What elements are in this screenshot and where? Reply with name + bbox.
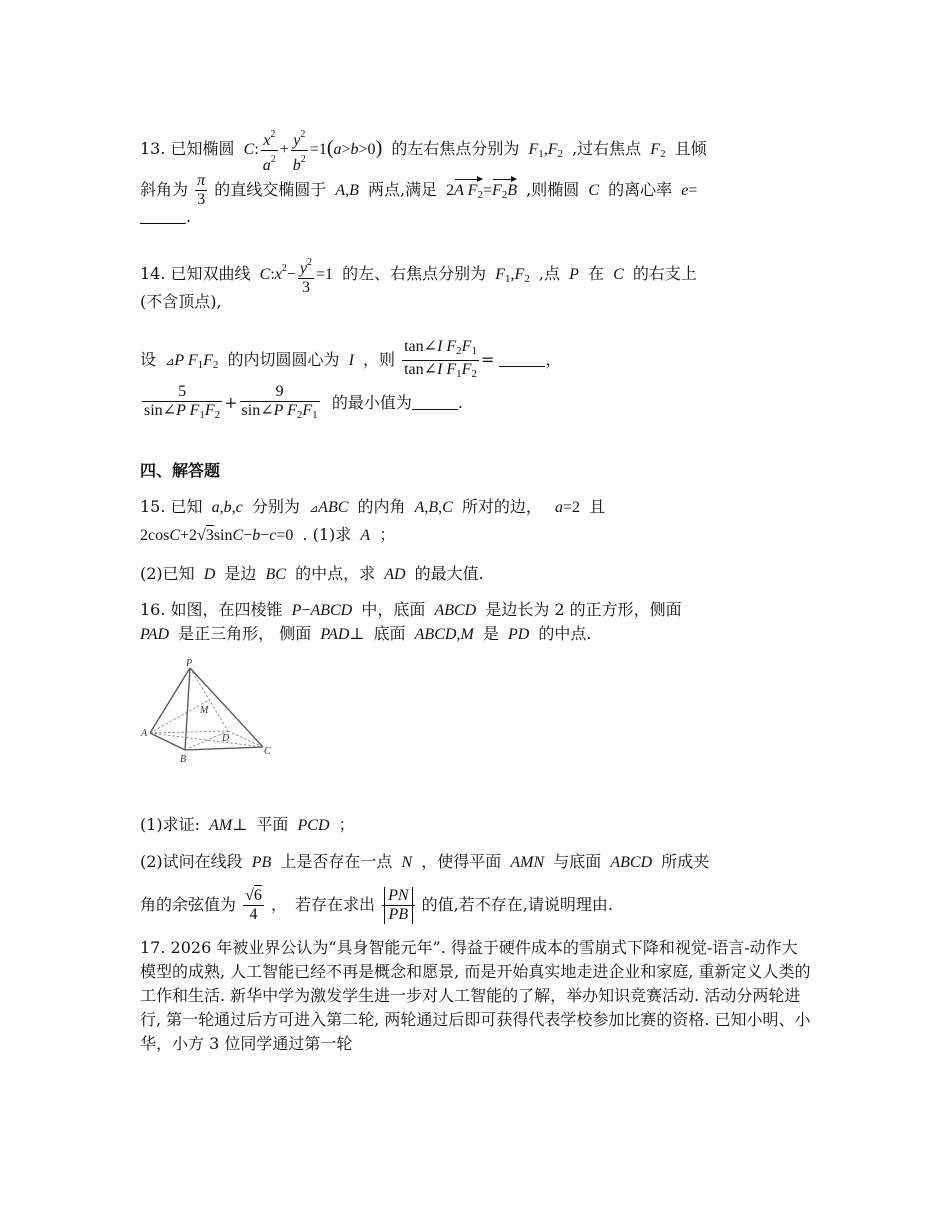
q14-text-c: 在 <box>587 264 604 284</box>
q16-PB: PB <box>247 854 276 871</box>
q16-text-o: 所成夹 <box>661 852 710 871</box>
q16-base: ABCD <box>430 602 481 619</box>
q14-comma: ， <box>545 350 562 369</box>
q15-line3 <box>140 564 484 585</box>
q15-a-eq: a=2 <box>547 499 581 516</box>
q13-c: C <box>584 182 603 199</box>
q16-text-e: 底面 <box>373 624 406 643</box>
q16-text-l: 上是否存在一点 <box>280 852 393 871</box>
q15-text-h: 是边 <box>224 564 257 583</box>
q14-text-e: 设 <box>140 350 157 369</box>
q15-text-c: 所对的边， <box>461 497 542 516</box>
q16-PD: PD <box>503 626 534 643</box>
q16-pyramid-figure <box>140 656 280 770</box>
q16-N: N <box>397 854 417 871</box>
q14-text-b: ,点 <box>538 264 560 284</box>
q15-triangle: ⊿ABC <box>308 499 353 516</box>
q16-PAD: PAD <box>140 626 174 643</box>
q14-i: I <box>344 352 358 369</box>
q14-line3: 设 ⊿P $F_1F_2$ 的内切圆圆心为 I ，则 $\frac{\tan\angle I F_2F_1}{\tan\angle I F_1F_2}$ = ， <box>140 338 561 383</box>
q14-line1 <box>140 254 697 297</box>
label-D: D <box>222 733 230 744</box>
q13-ellipse-eq: C: $\frac{x^2}{a^2}$ + $\frac{y^2}{b^2}$ =1(a>b>0) <box>240 141 387 158</box>
q14-hyperbola-eq: $C:x^2-$ $\frac{y^2}{3}$ =1 <box>256 266 337 283</box>
q16-text-q: ， 若存在求出 <box>270 895 375 914</box>
q16-part1 <box>140 815 355 836</box>
label-P: P <box>186 658 193 669</box>
q13-text-h: 的离心率 <box>608 180 673 199</box>
q16-line1 <box>140 600 682 621</box>
q16-label: 16. 如图，在四棱锥 <box>140 600 283 619</box>
q14-label: 14. 已知双曲线 <box>140 264 251 284</box>
q16-text-h: (1)求证: <box>140 815 201 834</box>
q13-text-b: ,过右焦点 <box>572 139 642 159</box>
q13-text-a: 的左右焦点分别为 <box>391 139 520 159</box>
q16-PCD: PCD <box>293 817 334 834</box>
q15-label: 15. 已知 <box>140 497 203 516</box>
q16-AM-perp: AM⊥ <box>205 817 248 834</box>
q15-line2 <box>140 525 395 546</box>
q16-AMN: AMN <box>506 854 549 871</box>
edge-PD <box>190 668 228 731</box>
q13-line3 <box>140 207 191 227</box>
q14-triangle: ⊿P $F_1F_2$ <box>165 352 219 371</box>
section-heading: 四、解答题 <box>140 461 221 480</box>
q15-text-a: 分别为 <box>251 497 300 516</box>
q15-angles: A,B,C <box>410 499 457 516</box>
q16-text-r: 的值,若不存在,请说明理由. <box>421 895 613 914</box>
q13-period: . <box>186 207 192 226</box>
q14-tan-ratio: $\frac{\tan\angle I F_2F_1}{\tan\angle I F_1F_2}$ <box>404 338 477 380</box>
q14-answer-blank-2 <box>412 395 458 410</box>
label-A: A <box>141 728 148 739</box>
q14-line4: $\frac{5}{\sin\angle P F_1F_2}$ + $\frac{9}{\sin\angle P F_2F_1}$ 的最小值为 . <box>140 383 463 424</box>
q15-text-i: 的中点，求 <box>295 564 376 583</box>
q16-text-c: 是正三角形， <box>178 624 275 643</box>
q15-AD: AD <box>380 566 410 583</box>
q15-text-j: 的最大值. <box>414 564 484 583</box>
q13-text-c: 且倾 <box>674 139 707 159</box>
q16-ABCD-2: ABCD <box>606 854 657 871</box>
segment-AC <box>150 733 263 747</box>
q16-cos-value: $\frac{√6}{4}$ <box>245 887 262 923</box>
q13-text-f: 两点,满足 <box>367 180 438 199</box>
q16-text-i: 平面 <box>256 815 289 834</box>
q13-text-d: 斜角为 <box>140 180 189 199</box>
label-C: C <box>264 746 271 757</box>
q13-text-g: ,则椭圆 <box>526 180 580 199</box>
edge-AD <box>150 731 228 733</box>
q16-text-n: 与底面 <box>553 852 602 871</box>
q14-sum-frac-1: $\frac{5}{\sin\angle P F_1F_2}$ <box>144 383 221 421</box>
q16-pyramid: P−ABCD <box>287 602 357 619</box>
q16-text-d: 侧面 <box>279 624 312 643</box>
q16-PAD-perp: PAD⊥ <box>316 626 365 643</box>
q15-text-b: 的内角 <box>357 497 406 516</box>
q15-text-d: 且 <box>589 497 606 516</box>
q13-vector-eq: 2A $F_2=F_2B$ <box>442 182 521 199</box>
q15-equation: 2cosC+2√3sinC−b−c=0 <box>140 527 294 544</box>
q15-D: D <box>199 566 220 583</box>
q15-abc-lower: a,b,c <box>207 499 247 516</box>
q17-paragraph: 17. 2026 年被业界公认为“具身智能元年”. 得益于硬件成本的雪崩式下降和视觉-语言-动作大模型的成熟, 人工智能已经不再是概念和愿景, 而是开始真实地走进企业和家庭, 重新定义人类的工作和生活. 新华中学为激发学生进一步对人工智能的了解，举办知识竞赛活动. 活动分两轮进行, 第一轮通过后方可进入第二轮, 两轮通过后即可获得代表学校参加比赛的资格. 已知小明、小华，小方 3 位同学通过第一轮 <box>140 938 811 1053</box>
q16-text-p: 角的余弦值为 <box>140 895 237 914</box>
q13-line2 <box>140 172 697 209</box>
q16-text-k: (2)试问在线段 <box>140 852 243 871</box>
q13-foci: $F_1,F_2$ <box>524 141 563 161</box>
q14-c: C <box>609 266 628 284</box>
q15-BC: BC <box>261 566 290 583</box>
q14-period: . <box>457 393 463 412</box>
q14-text-g: ，则 <box>363 350 396 369</box>
q13-line1 <box>140 126 707 175</box>
q16-part2-line1 <box>140 852 709 873</box>
q16-text-j: ； <box>338 815 355 834</box>
q14-foci: $F_1,F_2$ <box>491 266 530 286</box>
q13-label: 13. 已知椭圆 <box>140 139 235 159</box>
q14-line2: (不含顶点), <box>140 292 222 311</box>
q13-answer-blank <box>140 209 186 224</box>
q14-answer-blank-1 <box>499 352 545 367</box>
q13-text-e: 的直线交椭圆于 <box>214 180 327 199</box>
q15-line1 <box>140 497 605 519</box>
q15-text-f: ； <box>379 525 396 544</box>
edge-BC <box>185 747 263 750</box>
q14-p: P <box>565 266 583 284</box>
q14-sum-frac-2: $\frac{9}{\sin\angle P F_2F_1}$ <box>241 383 318 421</box>
q16-line2 <box>140 624 591 645</box>
q13-e: e= <box>677 182 698 199</box>
q13-f2: $F_2$ <box>646 141 666 161</box>
q13-angle: $\frac{\pi}{3}$ <box>197 172 206 208</box>
q13-ab: A,B <box>331 182 363 199</box>
q15-text-g: (2)已知 <box>140 564 195 583</box>
edge-AB <box>150 733 185 750</box>
edge-PA <box>150 668 190 733</box>
label-B: B <box>180 754 187 765</box>
q16-text-f: 是 <box>482 624 499 643</box>
q16-part2-line2 <box>140 887 613 924</box>
q16-text-b: 是边长为 2 的正方形，侧面 <box>485 600 682 619</box>
q16-text-g: 的中点. <box>538 624 592 643</box>
q14-text-h: 的最小值为 <box>331 393 412 412</box>
q15-text-e: . (1)求 <box>302 525 352 544</box>
q16-ABCD-M: ABCD,M <box>410 626 478 643</box>
q16-text-a: 中，底面 <box>361 600 426 619</box>
q16-text-m: ，使得平面 <box>421 852 502 871</box>
q14-text-f: 的内切圆圆心为 <box>227 350 340 369</box>
label-M: M <box>200 705 209 716</box>
q14-text-d: 的右支上 <box>632 264 697 284</box>
q15-A: A <box>356 527 375 544</box>
q16-ratio: $\frac{PN}{PB}$ <box>382 887 414 924</box>
q14-text-a: 的左、右焦点分别为 <box>342 264 487 284</box>
